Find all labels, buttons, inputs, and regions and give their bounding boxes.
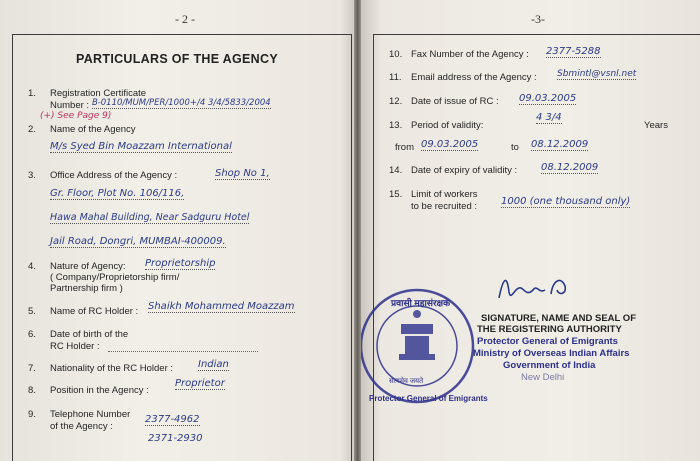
stamp-line-4: New Delhi bbox=[521, 372, 565, 383]
field-5-label: 5. Name of RC Holder : bbox=[28, 306, 139, 317]
rc-holder-name-value: Shaikh Mohammed Moazzam bbox=[148, 301, 295, 312]
stamp-line-1: Protector General of Emigrants bbox=[477, 336, 618, 347]
field-1-label-a: 1. Registration Certificate bbox=[28, 88, 147, 99]
field-15-label-a: 15. Limit of workers bbox=[389, 189, 478, 200]
years-label: Years bbox=[644, 120, 668, 131]
agency-name-value: M/s Syed Bin Moazzam International bbox=[50, 141, 232, 152]
page-title: PARTICULARS OF THE AGENCY bbox=[76, 52, 278, 66]
field-2-label: 2. Name of the Agency bbox=[28, 124, 136, 135]
field-4-label-b: ( Company/Proprietorship firm/ bbox=[50, 272, 180, 283]
address-line-4: Jail Road, Dongri, MUMBAI-400009. bbox=[50, 236, 226, 247]
seal-top-text: प्रवासी महासंरक्षक bbox=[391, 298, 450, 308]
telephone-value-1: 2377-4962 bbox=[145, 414, 200, 425]
expiry-date-value: 08.12.2009 bbox=[541, 162, 599, 173]
field-8-label: 8. Position in the Agency : bbox=[28, 385, 149, 396]
emblem-icon bbox=[399, 324, 435, 360]
authority-signature bbox=[491, 268, 591, 308]
field-4-label-a: 4. Nature of Agency: bbox=[28, 261, 126, 272]
field-3-label: 3. Office Address of the Agency : bbox=[28, 170, 178, 181]
field-9-label-b: of the Agency : bbox=[50, 421, 113, 432]
page-number: -3- bbox=[531, 12, 545, 26]
address-line-2: Gr. Floor, Plot No. 106/116, bbox=[50, 188, 185, 199]
field-7-label: 7. Nationality of the RC Holder : bbox=[28, 363, 174, 374]
dob-blank-line bbox=[108, 351, 258, 352]
stamp-line-2: Ministry of Overseas Indian Affairs bbox=[473, 348, 630, 359]
address-line-3: Hawa Mahal Building, Near Sadguru Hotel bbox=[50, 212, 250, 223]
field-12-label: 12. Date of issue of RC : bbox=[389, 96, 499, 107]
nationality-value: Indian bbox=[198, 359, 229, 370]
field-15-label-b: to be recruited : bbox=[411, 201, 478, 212]
registration-number-value: B-0110/MUM/PER/1000+/4 3/4/5833/2004 bbox=[92, 98, 271, 108]
position-value: Proprietor bbox=[175, 378, 225, 389]
fax-value: 2377-5288 bbox=[546, 46, 601, 57]
issue-date-value: 09.03.2005 bbox=[519, 93, 577, 104]
stamp-line-3: Government of India bbox=[503, 360, 596, 371]
page-number: - 2 - bbox=[175, 12, 195, 26]
field-13-label: 13. Period of validity: bbox=[389, 120, 484, 131]
validity-period-value: 4 3/4 bbox=[536, 112, 562, 123]
address-line-1: Shop No 1, bbox=[215, 168, 270, 179]
field-6-label-b: RC Holder : bbox=[50, 341, 100, 352]
field-11-label: 11. Email address of the Agency : bbox=[389, 72, 537, 83]
nature-of-agency-value: Proprietorship bbox=[145, 258, 216, 269]
field-1-label-b: Number : bbox=[50, 100, 90, 111]
to-label: to bbox=[511, 142, 519, 153]
field-14-label: 14. Date of expiry of validity : bbox=[389, 165, 518, 176]
worker-limit-value: 1000 (one thousand only) bbox=[501, 196, 631, 207]
validity-to-value: 08.12.2009 bbox=[531, 139, 589, 150]
seal-bottom-text: Protector General of Emigrants bbox=[369, 394, 488, 403]
field-6-label-a: 6. Date of birth of the bbox=[28, 329, 129, 340]
field-10-label: 10. Fax Number of the Agency : bbox=[389, 49, 529, 60]
see-page-note: (+) See Page 9) bbox=[40, 111, 112, 121]
telephone-value-2: 2371-2930 bbox=[148, 433, 203, 444]
right-page bbox=[361, 0, 700, 461]
field-4-label-c: Partnership firm ) bbox=[50, 283, 123, 294]
field-9-label-a: 9. Telephone Number bbox=[28, 409, 131, 420]
from-label: from bbox=[395, 142, 414, 153]
seal-center-text: सत्यमेव जयते bbox=[389, 378, 424, 385]
signature-label-line1: SIGNATURE, NAME AND SEAL OF bbox=[481, 313, 636, 324]
validity-from-value: 09.03.2005 bbox=[421, 139, 479, 150]
booklet-spine bbox=[354, 0, 361, 461]
signature-label-line2: THE REGISTERING AUTHORITY bbox=[477, 324, 622, 335]
email-value: Sbmintl@vsnl.net bbox=[557, 69, 637, 79]
